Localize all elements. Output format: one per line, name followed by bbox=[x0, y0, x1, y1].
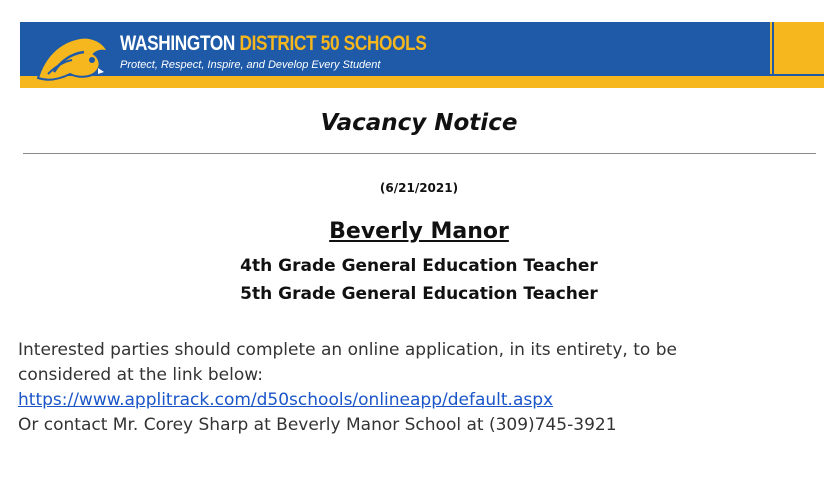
banner-gold-box bbox=[772, 22, 824, 74]
instructions-line: Interested parties should complete an online application, in its entirety, to be bbox=[18, 340, 677, 360]
instructions-line: considered at the link below: bbox=[18, 365, 263, 385]
notice-title: Vacancy Notice bbox=[320, 110, 518, 136]
application-link[interactable]: https://www.applitrack.com/d50schools/onlineapp/default.aspx bbox=[18, 390, 554, 410]
notice-date: (6/21/2021) bbox=[379, 181, 459, 195]
district-banner bbox=[20, 22, 824, 88]
position-title: 4th Grade General Education Teacher bbox=[240, 256, 598, 276]
district-name bbox=[120, 33, 427, 54]
banner-stripe bbox=[20, 74, 824, 76]
divider bbox=[23, 153, 816, 154]
contact-line: Or contact Mr. Corey Sharp at Beverly Manor School at (309)745-3921 bbox=[18, 415, 617, 435]
school-name: Beverly Manor bbox=[329, 219, 509, 244]
district-tagline: Protect, Respect, Inspire, and Develop Every Student bbox=[120, 59, 381, 71]
panther-mascot-icon bbox=[34, 28, 112, 86]
application-instructions bbox=[18, 338, 818, 438]
district-name-yellow: DISTRICT 50 SCHOOLS bbox=[239, 32, 427, 55]
position-title: 5th Grade General Education Teacher bbox=[240, 284, 598, 304]
district-name-white: WASHINGTON bbox=[120, 32, 240, 55]
